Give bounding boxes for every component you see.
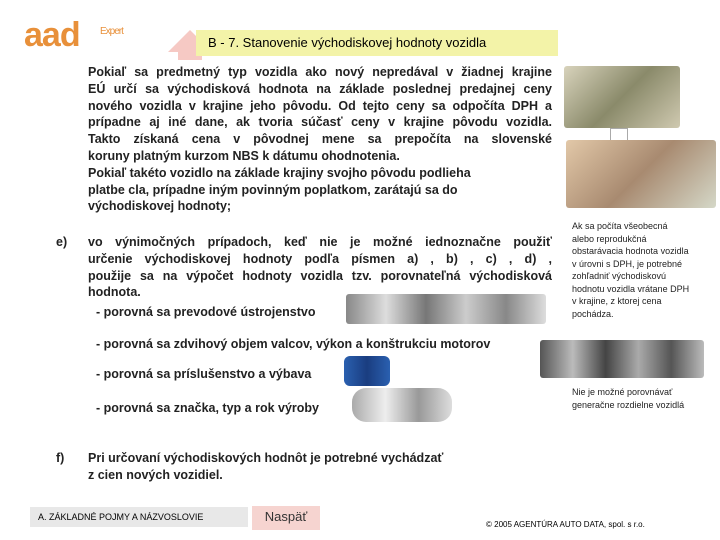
text-line: hodnota. xyxy=(88,285,141,300)
cars-image xyxy=(352,388,452,422)
text-line: Pri určovaní východiskových hodnôt je potrebné vychádzať xyxy=(88,451,444,465)
compare-make: - porovná sa značka, typ a rok výroby xyxy=(96,401,319,415)
compare-engine: - porovná sa zdvihový objem valcov, výkon a konštrukciu motorov xyxy=(96,337,491,351)
text-line: prípadne aj iné dane, ak tvoria súčasť ceny v krajine pôvodu vozidla. xyxy=(88,115,552,130)
dollar-banknote-image xyxy=(564,66,680,128)
dph-note: Ak sa počíta všeobecná alebo reprodukčná obstarávacia hodnota vozidla v úrovni s DPH, je potrebné zohľadniť východiskovú hodnotu vozidla vrátane DPH v krajine, z ktorej cena pochádza. xyxy=(572,221,690,319)
text-line: Pokiaľ takéto vozidlo na základe krajiny svojho pôvodu podlieha xyxy=(88,165,471,180)
engine-images xyxy=(540,340,704,378)
compare-gearbox: - porovná sa prevodové ústrojenstvo xyxy=(96,305,316,319)
text-line: Takto získaná cena v pôvodnej mene sa prepočíta na slovenské xyxy=(88,132,552,147)
text-line: koruny platným kurzom NBS k dátumu ohodnotenia. xyxy=(88,148,400,163)
item-e-label: e) xyxy=(56,235,68,249)
text-line: vo výnimočných prípadoch, keď nie je možné iednoznačne použiť xyxy=(88,235,552,249)
copyright: © 2005 AGENTÚRA AUTO DATA, spol. s r.o. xyxy=(486,520,645,529)
item-f-text xyxy=(88,450,558,484)
basic-terms-button[interactable]: A. ZÁKLADNÉ POJMY A NÁZVOSLOVIE xyxy=(30,507,248,527)
text-line: určenie východiskovej hodnoty podľa písmen a) , b) , c) , d) , xyxy=(88,251,552,266)
back-button[interactable]: Naspäť xyxy=(252,506,320,530)
generations-note: Nie je možné porovnávať generačne rozdielne vozidlá xyxy=(572,387,685,410)
text-line: platbe cla, prípadne iným povinným poplatkom, zarátajú sa do xyxy=(88,182,458,197)
intro-paragraph xyxy=(88,64,552,215)
text-line: EÚ určí sa východisková hodnota na základe poslednej predajnej ceny xyxy=(88,81,552,96)
car-seats-image xyxy=(344,356,390,386)
text-line: použije sa na výpočet hodnoty vozidla tzv. porovnateľná východisková xyxy=(88,268,552,283)
text-line: nového vozidla v krajine jeho pôvodu. Od tejto ceny sa odpočíta DPH a xyxy=(88,98,552,113)
gearbox-images xyxy=(346,294,546,324)
item-f-label: f) xyxy=(56,451,65,465)
item-e-text xyxy=(88,234,552,301)
compare-equipment: - porovná sa príslušenstvo a výbava xyxy=(96,367,312,381)
logo-text: aad xyxy=(24,16,80,54)
text-line: východiskovej hodnoty; xyxy=(88,199,232,214)
aad-expert-logo xyxy=(24,16,123,55)
text-line: z cien nových vozidiel. xyxy=(88,467,223,482)
text-line: Pokiaľ sa predmetný typ vozidla ako nový nepredával v žiadnej krajine xyxy=(88,65,552,79)
koruna-banknote-image xyxy=(566,140,716,208)
logo-sub: Expert xyxy=(100,26,123,37)
page-title: B - 7. Stanovenie východiskovej hodnoty vozidla xyxy=(196,30,558,56)
